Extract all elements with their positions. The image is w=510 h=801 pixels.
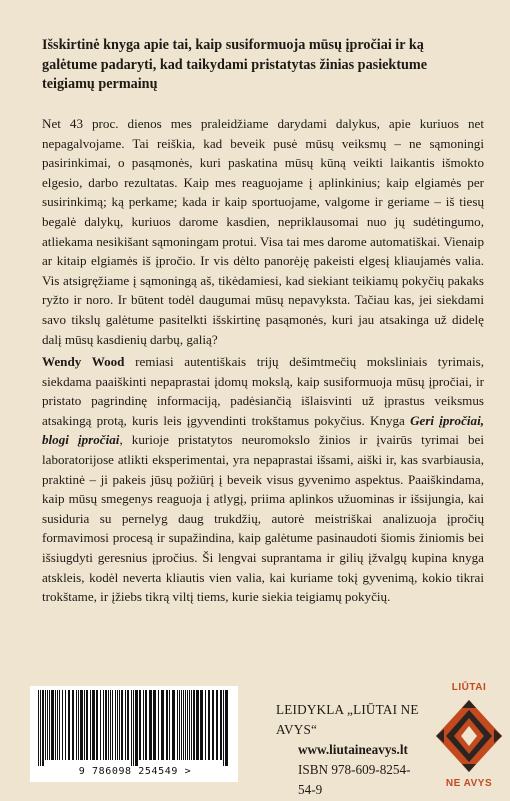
- barcode-bar: [47, 690, 48, 760]
- barcode-bar: [193, 690, 195, 760]
- barcode-bar: [110, 690, 111, 760]
- barcode-bar: [78, 690, 79, 760]
- barcode-bar: [51, 690, 54, 760]
- barcode-bar: [55, 690, 56, 760]
- book-title: Geri įpročiai, blogi įpročiai: [42, 412, 484, 448]
- barcode-bar: [38, 690, 39, 766]
- barcode-bar: [205, 690, 206, 760]
- logo-bottom-text: NE AVYS: [445, 778, 493, 789]
- barcode-bar: [223, 690, 224, 766]
- barcode-bar: [76, 690, 77, 760]
- barcode-bar: [212, 690, 214, 760]
- barcode-bar: [135, 690, 138, 766]
- barcode-bar: [108, 690, 109, 760]
- barcode-bar: [225, 690, 228, 766]
- paragraph-author-part2: , kurioje pristatytos neuromokslo žinios ir įvairūs tyrimai bei laboratorijose atlikti eksperimentai, yra nepaprastai išsami, aiški ir, kas svarbiausia, praktinė – ji pakeis jūsų požiūrį į beveik visus gyvenimo aspektus. Paaiškindama, kaip mūsų smegenys reaguoja į atlygį, priima aplinkos užuominas ir išsijungia, kai susiduria su pernelyg daug trukdžių, autorė meistriškai analizuoja įpročių formavimosi procesą ir supažindina, kaip galėtume pasinaudoti šiomis žiniomis bei išsiugdyti geresnius įpročius. Ši lengvai suprantama ir gilių įžvalgų kupina knyga atskleis, kodėl neverta kliautis vien valia, kai kuriame tokį gyvenimą, kokio tikrai trokštame, ir įžiebs tikrą viltį tiems, kurie siekia teigiamų pokyčių.: [42, 432, 485, 605]
- barcode-bars: [36, 690, 232, 766]
- author-name: Wendy Wood: [42, 354, 125, 369]
- barcode-bar: [59, 690, 60, 760]
- barcode-bar: [40, 690, 41, 766]
- barcode-bar: [191, 690, 192, 760]
- headline: Išskirtinė knyga apie tai, kaip susiformuoja mūsų įpročiai ir ką galėtume padaryti, kad taikydami pristatytas žinias pasiektume teigiamų permainų: [42, 37, 428, 92]
- barcode-digits: 9 786098 254549 >: [78, 766, 192, 777]
- barcode-bar: [172, 690, 175, 760]
- barcode-bar: [220, 690, 222, 760]
- paragraph-author: [42, 352, 484, 607]
- barcode-bar: [42, 690, 44, 766]
- barcode-bar: [185, 690, 186, 760]
- barcode-bar: [86, 690, 88, 760]
- paragraph-author-part1: remiasi autentiškais trijų dešimtmečių moksliniais tyrimais, siekdama paaiškinti nepaprastai įdomų mokslą, kaip susiformuoja mūsų įpročiai, ir pristato pagrindinę informaciją, padėsiančią išlaisvinti už įprastus veiksmus atsakingą protą, kuris leis įgyvendinti trokštamus pokyčius. Knyga: [42, 354, 484, 428]
- barcode-bar: [196, 690, 199, 760]
- publisher-info: [276, 700, 426, 800]
- barcode-bar: [127, 690, 129, 760]
- barcode-bar: [145, 690, 147, 760]
- barcode-bar: [121, 690, 123, 760]
- barcode-bar: [117, 690, 118, 760]
- barcode-bar: [139, 690, 141, 760]
- barcode-bar: [112, 690, 113, 760]
- barcode-bar: [131, 690, 132, 766]
- logo-top-text: LIŪTAI: [451, 682, 487, 693]
- barcode-bar: [149, 690, 152, 760]
- publisher-website: www.liutaineavys.lt: [298, 742, 408, 757]
- barcode-bar: [166, 690, 168, 760]
- barcode-bar: [65, 690, 66, 760]
- barcode-bar: [57, 690, 58, 760]
- paragraph-summary: Net 43 proc. dienos mes praleidžiame darydami dalykus, apie kuriuos net nepagalvojame. Tai reiškia, kad beveik pusė mūsų veiksmų – ne sąmoningi pasirinkimai, o pasąmonės, kuri paskatina mūsų kūną veikti laikantis išmokto elgesio, darbo rezultatas. Kaip mes reaguojame į aplinkinius; kaip elgiamės per susirinkimą; ką perkame; kada ir kaip sportuojame, valgome ir geriame – iš tiesų begalė dalykų, kuriuos darome kasdien, nepriklausomai nuo jų sudėtingumo, atliekama nesikišant sąmoningam protui. Visa tai mes darome automatiškai. Vienaip ar kitaip elgiamės iš įpročio. Ir vis dėlto panorėję pakeisti elgesį kliaujamės valia. Vis atsigręžiame į sąmoningą aš, tikėdamiesi, kad siekiant teikiamų pokyčių pakaks ryžto ir noro. Ir būtent todėl daugumai mūsų nepavyksta. Tačiau kas, jei siekdami savo tikslų galėtume pasitelkti išskirtinę pasąmonės, kuri jau atsakinga už didelę dalį mūsų kasdienių darbų, galią?: [42, 116, 484, 347]
- barcode-bar: [119, 690, 120, 760]
- barcode-bar: [179, 690, 180, 760]
- barcode-bar: [153, 690, 156, 760]
- barcode-bar: [208, 690, 210, 760]
- barcode-bar: [133, 690, 134, 766]
- barcode-bar: [200, 690, 203, 760]
- publisher-logo: [432, 682, 506, 794]
- barcode-bar: [181, 690, 182, 760]
- barcode-bar: [100, 690, 101, 760]
- barcode-bar: [72, 690, 74, 760]
- barcode-bar: [96, 690, 98, 760]
- barcode-bar: [187, 690, 188, 760]
- barcode-bar: [115, 690, 116, 760]
- lion-emblem-icon: [432, 696, 506, 776]
- barcode-bar: [49, 690, 50, 760]
- barcode-bar: [183, 690, 184, 760]
- barcode-bar: [45, 690, 46, 760]
- barcode-bar: [158, 690, 159, 760]
- isbn-number: ISBN 978-609-8254-54-9: [298, 762, 411, 797]
- barcode-bar: [80, 690, 83, 760]
- barcode-bar: [125, 690, 126, 760]
- barcode-bar: [169, 690, 170, 760]
- barcode-bar: [62, 690, 63, 760]
- barcode-bar: [216, 690, 218, 760]
- barcode-bar: [84, 690, 85, 760]
- barcode-bar: [92, 690, 95, 760]
- isbn-barcode: [30, 686, 238, 782]
- barcode-bar: [68, 690, 70, 760]
- barcode-bar: [103, 690, 104, 760]
- barcode-bar: [105, 690, 107, 760]
- barcode-bar: [161, 690, 164, 760]
- barcode-bar: [177, 690, 178, 760]
- barcode-bar: [143, 690, 144, 760]
- barcode-bar: [189, 690, 190, 760]
- barcode-bar: [90, 690, 91, 760]
- publisher-name: LEIDYKLA „LIŪTAI NE AVYS“: [276, 702, 419, 737]
